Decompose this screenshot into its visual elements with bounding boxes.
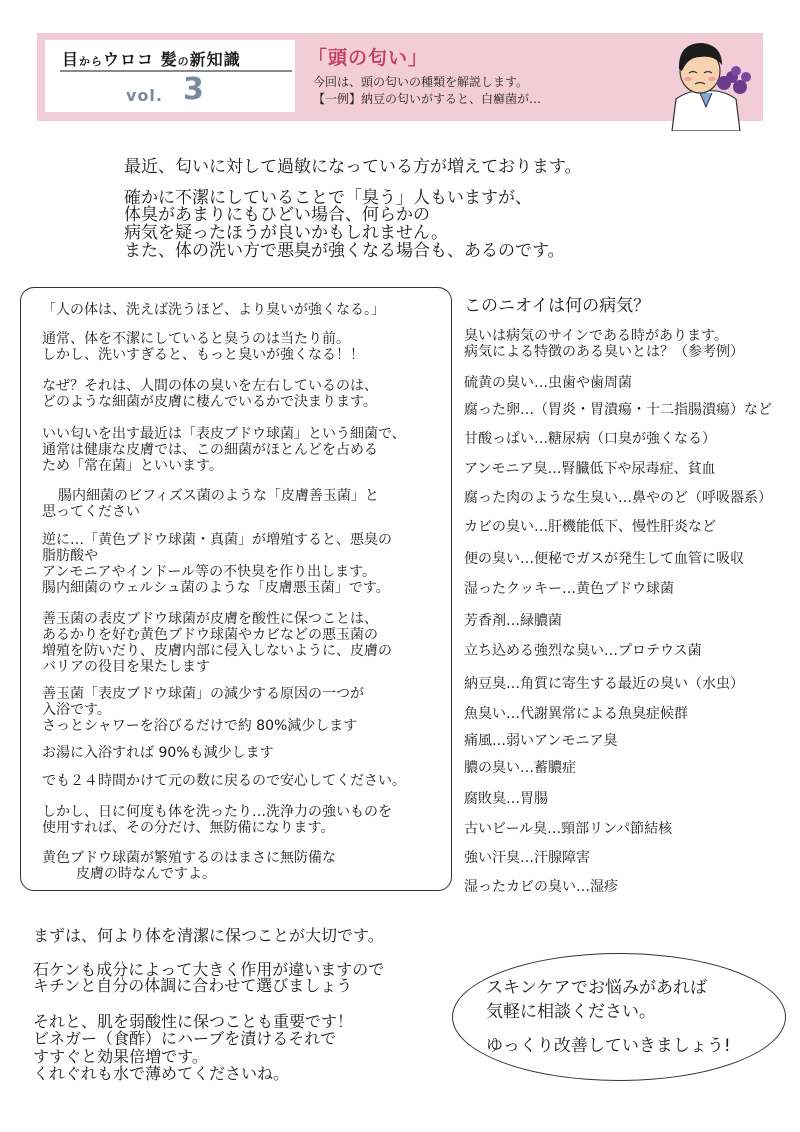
advice-line: 石ケンも成分によって大きく作用が違いますので xyxy=(33,960,385,979)
box-text: お湯に入浴すれば 90%も減少します xyxy=(42,745,274,761)
intro-line: また、体の洗い方で悪臭が強くなる場合も、あるのです。 xyxy=(124,241,565,261)
intro-line: 確かに不潔にしていることで「臭う」人もいますが、 xyxy=(124,188,532,208)
smell-list-item: カビの臭い…肝機能低下、慢性肝炎など xyxy=(464,519,716,535)
box-text: 使用すれば、その分だけ、無防備になります。 xyxy=(42,820,335,836)
box-text: しかし、洗いすぎると、もっと臭いが強くなる！！ xyxy=(42,347,364,363)
smell-list-item: 便の臭い…便秘でガスが発生して血管に吸収 xyxy=(464,551,744,567)
advice-line: ビネガー（食酢）にハーブを漬けるそれで xyxy=(33,1029,337,1048)
box-text: ため「常在菌」といいます。 xyxy=(42,458,223,474)
smell-list-item: 湿ったクッキー…黄色ブドウ球菌 xyxy=(464,581,674,597)
smell-list-item: 腐った肉のような生臭い…鼻やのど（呼吸器系） xyxy=(464,490,772,506)
intro-line: 最近、匂いに対して過敏になっている方が増えております。 xyxy=(124,157,582,177)
box-text: 通常は健康な皮膚では、この細菌がほとんどを占める xyxy=(42,442,378,458)
box-heading: 「人の体は、洗えば洗うほど、より臭いが強くなる。」 xyxy=(42,302,385,318)
intro-line: 体臭があまりにもひどい場合、何らかの xyxy=(124,205,430,225)
smell-list-item: 膿の臭い…蓄膿症 xyxy=(464,760,576,776)
smell-list-item: アンモニア臭…腎臓低下や尿毒症、貧血 xyxy=(464,461,716,477)
smell-list-item: 立ち込める強烈な臭い…プロテウス菌 xyxy=(464,643,702,659)
series-title: 目からウロコ 髪の新知識 xyxy=(62,50,241,69)
advice-line: まずは、何より体を清潔に保つことが大切です。 xyxy=(33,926,384,945)
smell-list-item: 強い汗臭…汗腺障害 xyxy=(464,850,590,866)
doctor-smelling-illustration xyxy=(650,27,760,131)
smell-list-title: このニオイは何の病気？ xyxy=(464,296,651,316)
box-text: いい匂いを出す最近は「表皮ブドウ球菌」という細菌で、 xyxy=(42,426,406,442)
advice-line: すすぐと効果倍増です。 xyxy=(33,1047,208,1066)
box-text: 腸内細菌のビフィズス菌のような「皮膚善玉菌」と xyxy=(58,488,379,504)
bubble-text: 気軽に相談ください。 xyxy=(486,1002,656,1022)
bubble-text: スキンケアでお悩みがあれば xyxy=(486,978,707,998)
advice-line: キチンと自分の体調に合わせて選びましょう xyxy=(33,976,353,995)
box-text: 皮膚の時なんですよ。 xyxy=(76,866,216,882)
series-divider xyxy=(60,70,292,72)
box-text: でも２４時間かけて元の数に戻るので安心してください。 xyxy=(42,773,406,789)
advice-line: くれぐれも水で薄めてくださいね。 xyxy=(33,1064,290,1083)
smell-list-item: 痛風…弱いアンモニア臭 xyxy=(464,733,618,749)
smell-list-item: 魚臭い…代謝異常による魚臭症候群 xyxy=(464,706,688,722)
smell-list-item: 芳香剤…緑膿菌 xyxy=(464,613,562,629)
smell-list-item: 腐った卵…（胃炎・胃潰瘍・十二指腸潰瘍）など xyxy=(464,402,772,418)
box-text: しかし、日に何度も体を洗ったり…洗浄力の強いものを xyxy=(42,804,392,820)
box-text: 善玉菌の表皮ブドウ球菌が皮膚を酸性に保つことは、 xyxy=(42,611,378,627)
box-text: 思ってください xyxy=(42,504,140,520)
box-text: なぜ？それは、人間の体の臭いを左右しているのは、 xyxy=(42,378,378,394)
smell-list-item: 古いビール臭…頸部リンパ節結核 xyxy=(464,821,673,837)
box-text: さっとシャワーを浴びるだけで約 80%減少します xyxy=(42,718,358,734)
smell-list-item: 甘酸っぱい…糖尿病（口臭が強くなる） xyxy=(464,431,716,447)
volume-number: 3 xyxy=(183,72,204,107)
smell-list-intro: 臭いは病気のサインである時があります。 xyxy=(464,328,728,344)
volume-label: vol. xyxy=(126,86,163,105)
box-text: 増殖を防いだり、皮膚内部に侵入しないように、皮膚の xyxy=(42,643,392,659)
box-text: 善玉菌「表皮ブドウ球菌」の減少する原因の一つが xyxy=(42,686,364,702)
intro-line: 病気を疑ったほうが良いかもしれません。 xyxy=(124,223,449,243)
issue-example: 【一例】納豆の匂いがすると、白癬菌が… xyxy=(313,92,542,106)
box-text: あるかりを好む黄色ブドウ球菌やカビなどの悪玉菌の xyxy=(42,627,378,643)
smell-list-intro: 病気による特徴のある臭いとは？（参考例） xyxy=(464,344,744,360)
issue-description: 今回は、頭の匂いの種類を解説します。 xyxy=(313,75,529,89)
box-text: 黄色ブドウ球菌が繁殖するのはまさに無防備な xyxy=(42,850,336,866)
box-text: 入浴です。 xyxy=(42,702,111,718)
box-text: 脂肪酸や xyxy=(42,548,98,564)
box-text: 腸内細菌のウェルシュ菌のような「皮膚悪玉菌」です。 xyxy=(42,580,390,596)
bubble-text: ゆっくり改善していきましょう! xyxy=(486,1036,731,1056)
smell-list-item: 腐敗臭…胃腸 xyxy=(464,791,548,807)
box-text: 逆に…「黄色ブドウ球菌・真菌」が増殖すると、悪臭の xyxy=(42,532,392,548)
smell-list-item: 納豆臭…角質に寄生する最近の臭い（水虫） xyxy=(464,676,744,692)
smell-list-item: 湿ったカビの臭い…湿疹 xyxy=(464,879,618,895)
box-text: アンモニアやインドール等の不快臭を作り出します。 xyxy=(42,564,377,580)
box-text: 通常、体を不潔にしていると臭うのは当たり前。 xyxy=(42,331,350,347)
issue-title: 「頭の匂い」 xyxy=(308,47,429,69)
smell-list-item: 硫黄の臭い…虫歯や歯周菌 xyxy=(464,375,632,391)
box-text: バリアの役目を果たします xyxy=(42,659,210,675)
advice-line: それと、肌を弱酸性に保つことも重要です！ xyxy=(33,1012,354,1031)
box-text: どのような細菌が皮膚に棲んでいるかで決まります。 xyxy=(42,394,377,410)
